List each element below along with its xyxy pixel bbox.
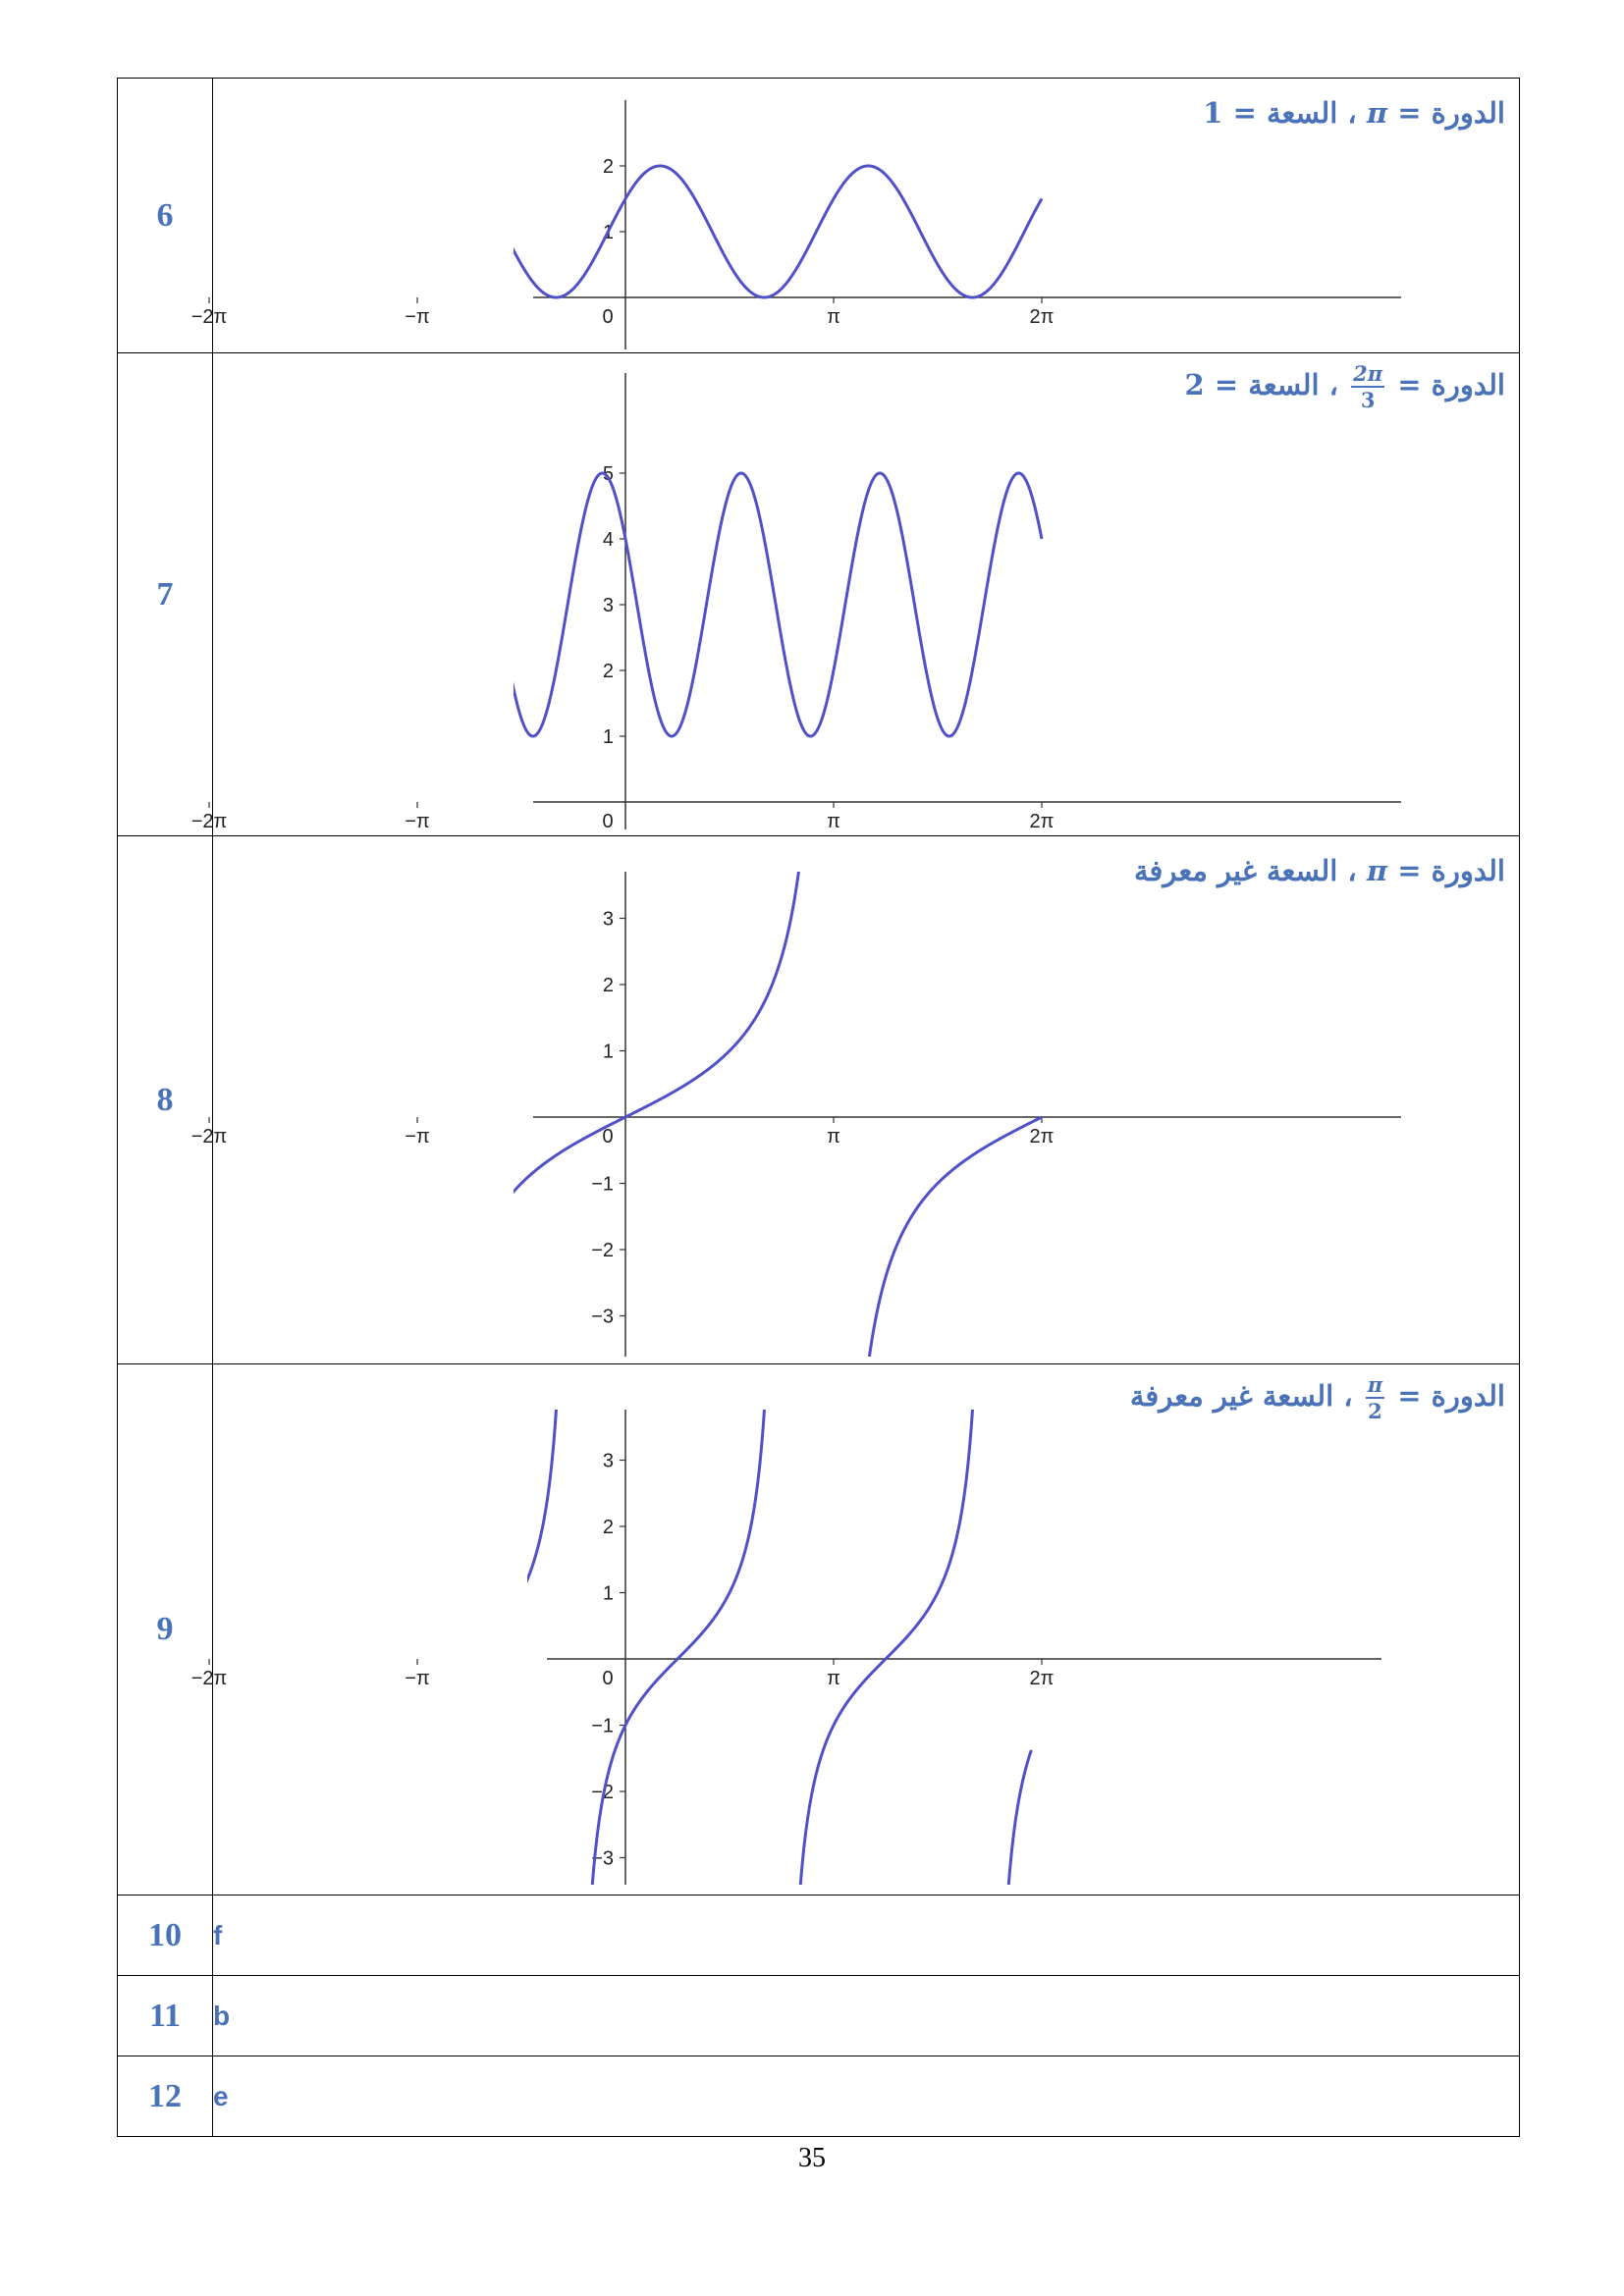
x-tick-label: 2π: [1029, 306, 1055, 328]
graph-cell: [190, 1364, 1520, 1896]
answer-letter: b: [213, 1976, 1520, 2056]
x-tick-label: −2π: [190, 811, 228, 832]
x-tick-label: −π: [405, 306, 430, 328]
y-tick-label: −2: [591, 1240, 614, 1261]
separator: ،: [1347, 854, 1357, 887]
y-tick-label: −3: [591, 1847, 614, 1870]
period-label: الدورة: [1431, 96, 1505, 130]
row-number: 8: [118, 836, 213, 1364]
period-label: الدورة: [1431, 368, 1505, 401]
amplitude-text: السعة غير معرفة: [1133, 854, 1338, 887]
y-tick-label: −1: [591, 1173, 614, 1196]
row-number: 7: [118, 353, 213, 836]
table-row: [118, 1364, 1520, 1896]
table-row: [118, 79, 1520, 353]
amplitude-label: السعة: [1267, 96, 1338, 130]
y-tick-label: 1: [602, 726, 614, 748]
table-row: [118, 836, 1520, 1364]
row-number: 12: [118, 2056, 213, 2137]
x-tick-label: 0: [602, 811, 614, 832]
x-tick-label: 0: [602, 306, 614, 328]
equals-sign: =: [1397, 1379, 1422, 1413]
x-tick-label: −2π: [190, 1126, 228, 1148]
x-tick-label: −2π: [190, 306, 228, 328]
fraction-numerator: π: [1367, 1372, 1383, 1397]
amplitude-text: السعة غير معرفة: [1129, 1379, 1334, 1413]
period-value: π: [1366, 96, 1388, 130]
fraction-numerator: 2π: [1353, 361, 1383, 386]
y-tick-label: 5: [602, 463, 614, 485]
separator: ،: [1343, 1379, 1353, 1413]
y-tick-label: 4: [602, 529, 614, 551]
x-tick-label: −2π: [190, 1668, 228, 1689]
separator: ،: [1328, 368, 1339, 401]
y-tick-label: 1: [602, 1582, 614, 1605]
x-tick-label: 0: [602, 1668, 614, 1689]
y-tick-label: 2: [602, 661, 614, 682]
y-tick-label: 2: [602, 975, 614, 996]
y-tick-label: 1: [602, 222, 614, 243]
table-row: [118, 1896, 1520, 1976]
y-tick-label: −2: [591, 1782, 614, 1803]
amplitude-value: 1: [1203, 96, 1223, 130]
period-label: الدورة: [1431, 1379, 1505, 1413]
y-tick-label: 2: [602, 1517, 614, 1538]
answer-table: [117, 78, 1520, 2137]
page-number: 35: [798, 2143, 826, 2173]
x-tick-label: −π: [405, 1126, 430, 1148]
row-number: 11: [118, 1976, 213, 2056]
answer-letter: e: [213, 2056, 1520, 2137]
tangent-graph: [190, 836, 1519, 1364]
answer-letter: f: [213, 1896, 1520, 1976]
graph-cell: [190, 353, 1520, 836]
y-tick-label: 2: [602, 156, 614, 178]
table-row: [118, 353, 1520, 836]
equals-sign: =: [1397, 368, 1422, 401]
x-tick-label: 0: [602, 1126, 614, 1148]
y-tick-label: −1: [591, 1715, 614, 1737]
period-value: π: [1366, 854, 1388, 887]
equals-sign: =: [1397, 854, 1422, 887]
x-tick-label: π: [827, 1126, 840, 1148]
fraction-denominator: 2: [1368, 1399, 1382, 1423]
graph-cell: [190, 79, 1520, 353]
sine-graph: [190, 353, 1519, 836]
y-tick-label: 3: [602, 595, 614, 616]
x-tick-label: π: [827, 811, 840, 832]
y-tick-label: 3: [602, 908, 614, 931]
equals-sign: =: [1397, 96, 1422, 130]
x-tick-label: 2π: [1029, 811, 1055, 832]
x-tick-label: 2π: [1029, 1126, 1055, 1148]
row-number: 9: [118, 1364, 213, 1896]
amplitude-value: 2: [1184, 368, 1205, 401]
period-label: الدورة: [1431, 854, 1505, 887]
row-number: 6: [118, 79, 213, 353]
equals-sign: =: [1232, 96, 1257, 130]
y-tick-label: 3: [602, 1450, 614, 1472]
y-tick-label: 1: [602, 1041, 614, 1063]
sine-graph: [190, 79, 1519, 353]
separator: ،: [1347, 96, 1357, 130]
table-row: [118, 2056, 1520, 2137]
x-tick-label: π: [827, 306, 840, 328]
amplitude-label: السعة: [1248, 368, 1320, 401]
x-tick-label: 2π: [1029, 1668, 1055, 1689]
tangent-graph: [190, 1364, 1519, 1896]
table-row: [118, 1976, 1520, 2056]
x-tick-label: −π: [405, 811, 430, 832]
fraction-denominator: 3: [1360, 388, 1376, 412]
row-number: 10: [118, 1896, 213, 1976]
y-tick-label: −3: [591, 1306, 614, 1328]
x-tick-label: −π: [405, 1668, 430, 1689]
x-tick-label: π: [827, 1668, 840, 1689]
equals-sign: =: [1214, 368, 1239, 401]
graph-cell: [190, 836, 1520, 1364]
